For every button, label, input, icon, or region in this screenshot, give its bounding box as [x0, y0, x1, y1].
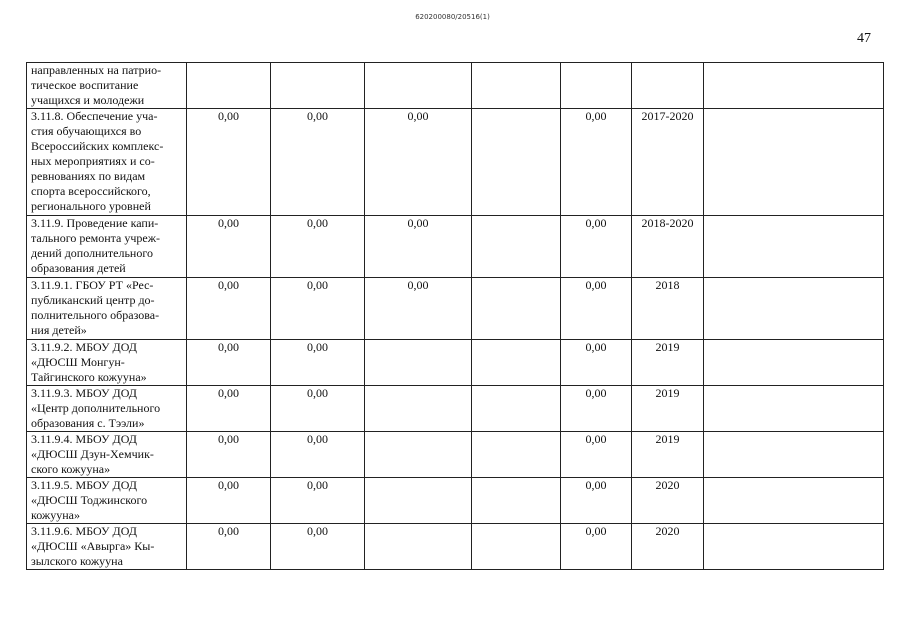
note-cell [704, 478, 884, 524]
table-row [27, 432, 884, 478]
value-cell-5: 0,00 [561, 478, 632, 524]
value-cell-2: 0,00 [271, 216, 365, 278]
measure-name-cell: 3.11.9.1. ГБОУ РТ «Рес- публиканский центр до- полнительного образова- ния детей» [27, 278, 187, 340]
value-cell-1: 0,00 [187, 109, 271, 216]
value-cell-1: 0,00 [187, 278, 271, 340]
value-cell-2: 0,00 [271, 278, 365, 340]
table-row [27, 63, 884, 109]
value-cell-3 [365, 386, 472, 432]
value-cell-3: 0,00 [365, 216, 472, 278]
value-cell-1: 0,00 [187, 478, 271, 524]
value-cell-1: 0,00 [187, 386, 271, 432]
table-row [27, 340, 884, 386]
note-cell [704, 109, 884, 216]
value-cell-1 [187, 63, 271, 109]
value-cell-4 [472, 63, 561, 109]
value-cell-4 [472, 109, 561, 216]
value-cell-2: 0,00 [271, 524, 365, 570]
value-cell-3: 0,00 [365, 278, 472, 340]
period-cell: 2020 [632, 524, 704, 570]
value-cell-1: 0,00 [187, 524, 271, 570]
value-cell-5: 0,00 [561, 432, 632, 478]
table-row [27, 278, 884, 340]
measure-name-cell: 3.11.9.3. МБОУ ДОД «Центр дополнительного образования с. Тээли» [27, 386, 187, 432]
measure-name-cell: 3.11.9.4. МБОУ ДОД «ДЮСШ Дзун-Хемчик- ского кожууна» [27, 432, 187, 478]
value-cell-4 [472, 278, 561, 340]
value-cell-3 [365, 524, 472, 570]
value-cell-2: 0,00 [271, 109, 365, 216]
value-cell-4 [472, 524, 561, 570]
period-cell: 2020 [632, 478, 704, 524]
value-cell-3 [365, 340, 472, 386]
table-row [27, 216, 884, 278]
value-cell-5 [561, 63, 632, 109]
table-row [27, 524, 884, 570]
measure-name-cell: 3.11.9.5. МБОУ ДОД «ДЮСШ Тоджинского кожууна» [27, 478, 187, 524]
value-cell-4 [472, 340, 561, 386]
value-cell-3 [365, 478, 472, 524]
value-cell-4 [472, 386, 561, 432]
value-cell-2 [271, 63, 365, 109]
measure-name-cell: 3.11.8. Обеспечение уча- стия обучающихся во Всероссийских комплекс- ных мероприятиях и со- ревнованиях по видам спорта всероссийского, регионального уровней [27, 109, 187, 216]
period-cell [632, 63, 704, 109]
period-cell: 2017-2020 [632, 109, 704, 216]
value-cell-1: 0,00 [187, 340, 271, 386]
note-cell [704, 524, 884, 570]
document-id: 620200080/20516(1) [415, 13, 490, 21]
value-cell-5: 0,00 [561, 340, 632, 386]
measure-name-cell: 3.11.9. Проведение капи- тального ремонта учреж- дений дополнительного образования детей [27, 216, 187, 278]
table-row [27, 478, 884, 524]
measure-name-cell: 3.11.9.2. МБОУ ДОД «ДЮСШ Монгун- Тайгинского кожууна» [27, 340, 187, 386]
value-cell-3: 0,00 [365, 109, 472, 216]
value-cell-5: 0,00 [561, 216, 632, 278]
note-cell [704, 432, 884, 478]
page-number: 47 [857, 31, 871, 46]
value-cell-5: 0,00 [561, 278, 632, 340]
note-cell [704, 63, 884, 109]
value-cell-4 [472, 216, 561, 278]
value-cell-2: 0,00 [271, 478, 365, 524]
table-body [27, 63, 884, 570]
note-cell [704, 340, 884, 386]
value-cell-3 [365, 432, 472, 478]
period-cell: 2018-2020 [632, 216, 704, 278]
note-cell [704, 278, 884, 340]
value-cell-2: 0,00 [271, 340, 365, 386]
value-cell-3 [365, 63, 472, 109]
period-cell: 2019 [632, 432, 704, 478]
program-table [26, 62, 884, 570]
measure-name-cell: направленных на патрио- тическое воспитание учащихся и молодежи [27, 63, 187, 109]
period-cell: 2019 [632, 340, 704, 386]
period-cell: 2019 [632, 386, 704, 432]
measure-name-cell: 3.11.9.6. МБОУ ДОД «ДЮСШ «Авырга» Кы- зылского кожууна [27, 524, 187, 570]
value-cell-5: 0,00 [561, 524, 632, 570]
value-cell-1: 0,00 [187, 432, 271, 478]
value-cell-2: 0,00 [271, 432, 365, 478]
value-cell-1: 0,00 [187, 216, 271, 278]
note-cell [704, 216, 884, 278]
table-row [27, 386, 884, 432]
note-cell [704, 386, 884, 432]
value-cell-2: 0,00 [271, 386, 365, 432]
value-cell-4 [472, 432, 561, 478]
value-cell-5: 0,00 [561, 109, 632, 216]
period-cell: 2018 [632, 278, 704, 340]
value-cell-5: 0,00 [561, 386, 632, 432]
table-row [27, 109, 884, 216]
value-cell-4 [472, 478, 561, 524]
